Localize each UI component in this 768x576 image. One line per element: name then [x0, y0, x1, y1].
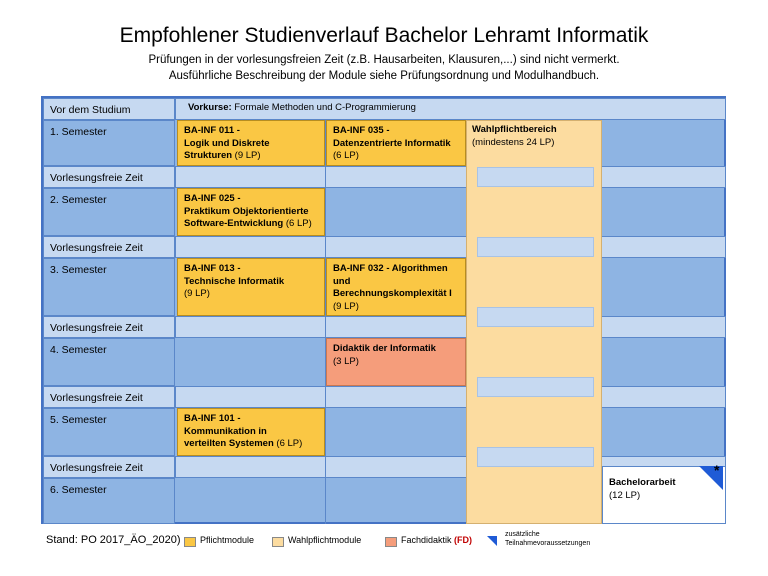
vorkurse-text: Vorkurse: Formale Methoden und C-Programmierung	[188, 102, 416, 113]
column-divider	[325, 120, 326, 524]
row-label: Vorlesungsfreie Zeit	[50, 462, 143, 474]
module-ba-inf-101: BA-INF 101 - Kommunikation in verteilten Systemen (6 LP)	[177, 408, 325, 456]
wahlpflicht-label: Wahlpflichtbereich (mindestens 24 LP)	[472, 124, 557, 148]
module-ba-inf-035: BA-INF 035 - Datenzentrierte Informatik (6 LP)	[326, 120, 466, 166]
row-label: 3. Semester	[50, 264, 107, 276]
subtitle-line-1: Prüfungen in der vorlesungsfreien Zeit (z.B. Hausarbeiten, Klausuren,...) sind nicht vermerkt.	[148, 54, 620, 66]
module-ba-inf-011: BA-INF 011 - Logik und Diskrete Strukturen (9 LP)	[177, 120, 325, 166]
wahlpflicht-break-box	[477, 167, 594, 187]
row-label: 2. Semester	[50, 194, 107, 206]
row-label: 4. Semester	[50, 344, 107, 356]
wahlpflicht-break-box	[477, 237, 594, 257]
legend-prerequisite-icon	[487, 536, 497, 546]
module-ba-inf-013: BA-INF 013 - Technische Informatik (9 LP)	[177, 258, 325, 316]
row-label: Vorlesungsfreie Zeit	[50, 322, 143, 334]
wahlpflicht-break-box	[477, 377, 594, 397]
subtitle-line-2: Ausführliche Beschreibung der Module siehe Prüfungsordnung und Modulhandbuch.	[168, 70, 600, 82]
row-label: Vorlesungsfreie Zeit	[50, 242, 143, 254]
row-label: 6. Semester	[50, 484, 107, 496]
stand-text: Stand: PO 2017_ÄO_2020)	[46, 534, 181, 546]
break-row	[175, 166, 726, 188]
wahlpflicht-break-box	[477, 447, 594, 467]
legend-swatch-fachdidaktik	[385, 537, 397, 547]
break-row	[175, 236, 726, 258]
module-ba-inf-032: BA-INF 032 - Algorithmen und Berechnungskomplexität I (9 LP)	[326, 258, 466, 316]
module-didaktik: Didaktik der Informatik (3 LP)	[326, 338, 466, 386]
row-label: Vor dem Studium	[50, 104, 131, 116]
legend-label-prerequisite: zusätzliche Teilnahmevoraussetzungen	[505, 531, 591, 547]
legend-swatch-pflicht	[184, 537, 196, 547]
study-plan-grid	[41, 96, 726, 524]
bachelorarbeit-box: Bachelorarbeit (12 LP)	[602, 466, 726, 524]
wahlpflicht-break-box	[477, 307, 594, 327]
legend-label-fachdidaktik: Fachdidaktik (FD)	[401, 535, 473, 545]
module-ba-inf-025: BA-INF 025 - Praktikum Objektorientierte Software-Entwicklung (6 LP)	[177, 188, 325, 236]
legend-label-pflicht: Pflichtmodule	[200, 535, 255, 545]
row-label: 1. Semester	[50, 126, 107, 138]
asterisk-icon: *	[714, 462, 720, 478]
break-row	[175, 386, 726, 408]
row-label: Vorlesungsfreie Zeit	[50, 172, 143, 184]
row-label: Vorlesungsfreie Zeit	[50, 392, 143, 404]
row-label: 5. Semester	[50, 414, 107, 426]
page-title: Empfohlener Studienverlauf Bachelor Lehramt Informatik	[119, 24, 649, 47]
break-row	[175, 316, 726, 338]
legend-label-wahlpflicht: Wahlpflichtmodule	[288, 535, 362, 545]
legend-swatch-wahlpflicht	[272, 537, 284, 547]
